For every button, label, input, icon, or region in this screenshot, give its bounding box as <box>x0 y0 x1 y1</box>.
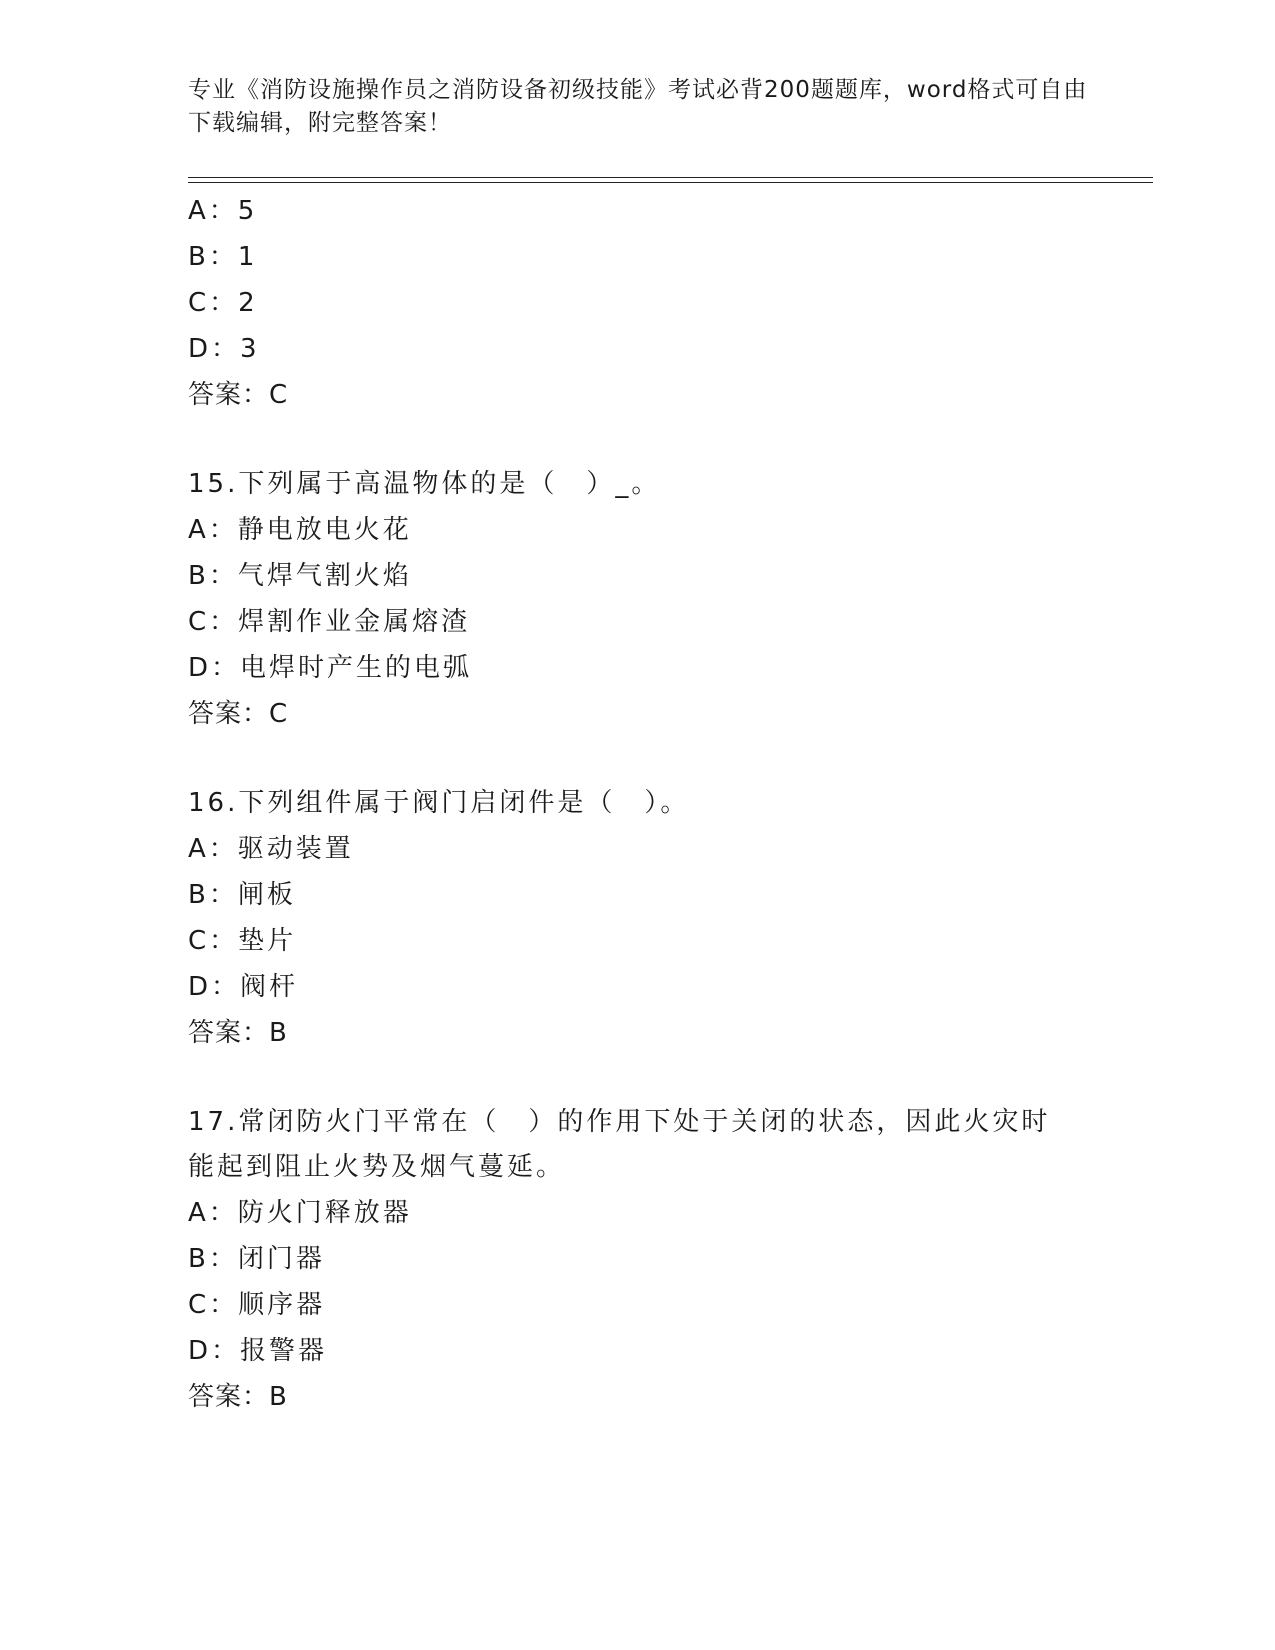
option-a: A：5 <box>188 196 258 226</box>
option-d: D：3 <box>188 334 260 364</box>
document-header: 专业《消防设施操作员之消防设备初级技能》考试必背200题题库，word格式可自由下载编辑，附完整答案！ <box>188 77 1088 136</box>
option-c: C：垫片 <box>188 926 297 956</box>
option-d: D：阀杆 <box>188 972 299 1002</box>
option-b: B：闸板 <box>188 880 296 910</box>
answer-line: 答案：B <box>188 1382 288 1412</box>
option-c: C：焊割作业金属熔渣 <box>188 607 471 637</box>
header-rule-bottom <box>188 182 1153 183</box>
question-stem: 15.下列属于高温物体的是（ ）_。 <box>188 469 661 499</box>
option-a: A：防火门释放器 <box>188 1198 412 1228</box>
option-d: D：电焊时产生的电弧 <box>188 653 473 683</box>
option-b: B：1 <box>188 242 258 272</box>
answer-line: 答案：C <box>188 699 289 729</box>
option-a: A：驱动装置 <box>188 834 354 864</box>
option-b: B：闭门器 <box>188 1244 325 1274</box>
option-c: C：顺序器 <box>188 1290 326 1320</box>
question-stem: 16.下列组件属于阀门启闭件是（ ）。 <box>188 788 690 818</box>
question-list <box>188 188 1088 1420</box>
question-block-17 <box>188 1100 1088 1420</box>
header-rule-top <box>188 177 1153 178</box>
question-block-16 <box>188 781 1088 1056</box>
answer-line: 答案：B <box>188 1018 288 1048</box>
question-stem: 17.常闭防火门平常在（ ）的作用下处于关闭的状态，因此火灾时能起到阻止火势及烟气蔓延。 <box>188 1107 1051 1182</box>
option-d: D：报警器 <box>188 1336 328 1366</box>
question-block-14 <box>188 188 1088 418</box>
option-c: C：2 <box>188 288 258 318</box>
option-a: A：静电放电火花 <box>188 515 412 545</box>
question-block-15 <box>188 462 1088 737</box>
answer-line: 答案：C <box>188 380 289 410</box>
option-b: B：气焊气割火焰 <box>188 561 412 591</box>
